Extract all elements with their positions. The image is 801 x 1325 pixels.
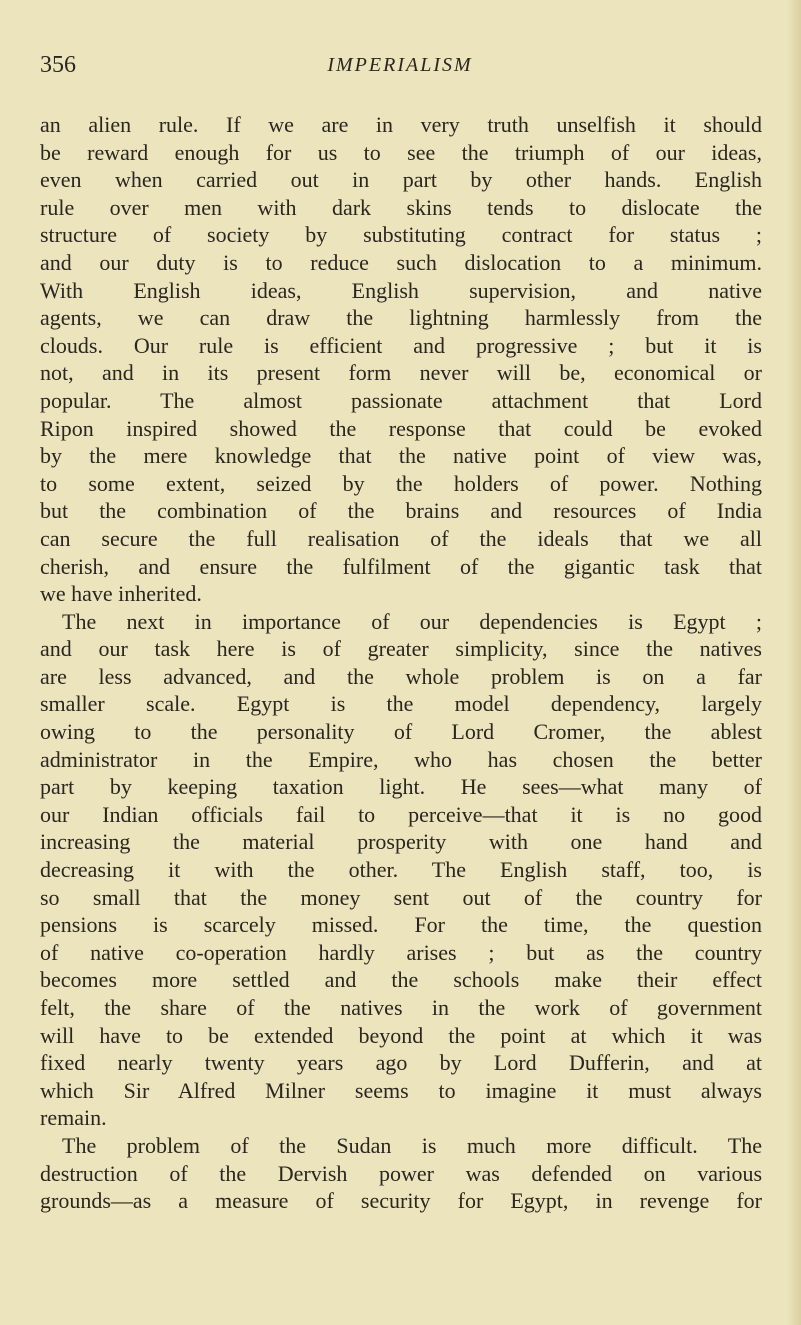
text-line: remain.	[40, 1105, 107, 1131]
text-line: popular. The almost passionate attachment that Lord	[40, 387, 762, 413]
text-line: The next in importance of our dependencies is Egypt ;	[62, 608, 762, 634]
text-line: The problem of the Sudan is much more difficult. The	[62, 1132, 762, 1158]
text-line: smaller scale. Egypt is the model dependency, largely	[40, 691, 762, 717]
text-line: becomes more settled and the schools make their effect	[40, 967, 762, 993]
text-line: grounds—as a measure of security for Egypt, in revenge for	[40, 1188, 762, 1214]
text-line: structure of society by substituting contract for status ;	[40, 222, 762, 248]
text-line: by the mere knowledge that the native point of view was,	[40, 443, 762, 469]
text-line: and our task here is of greater simplicity, since the natives	[40, 636, 762, 662]
text-line: agents, we can draw the lightning harmlessly from the	[40, 305, 762, 331]
text-line: an alien rule. If we are in very truth unselfish it should	[40, 112, 762, 137]
text-line: but the combination of the brains and resources of India	[40, 498, 762, 524]
page-edge-shadow	[787, 0, 801, 1325]
text-line: felt, the share of the natives in the work of government	[40, 995, 762, 1020]
text-line: not, and in its present form never will be, economical or	[40, 360, 762, 386]
running-title: IMPERIALISM	[327, 54, 473, 76]
text-line: even when carried out in part by other hands. English	[40, 167, 762, 193]
text-line: part by keeping taxation light. He sees—what many of	[40, 774, 762, 800]
text-line: clouds. Our rule is efficient and progressive ; but it is	[40, 332, 762, 358]
text-line: which Sir Alfred Milner seems to imagine it must always	[40, 1077, 762, 1103]
text-line: can secure the full realisation of the ideals that we all	[40, 525, 762, 551]
text-line: With English ideas, English supervision, and native	[40, 277, 762, 303]
text-line: destruction of the Dervish power was defended on various	[40, 1160, 762, 1186]
text-line: administrator in the Empire, who has chosen the better	[40, 746, 762, 772]
text-line: owing to the personality of Lord Cromer, the ablest	[40, 719, 762, 745]
text-line: cherish, and ensure the fulfilment of the gigantic task that	[40, 553, 762, 579]
text-line: fixed nearly twenty years ago by Lord Dufferin, and at	[40, 1050, 762, 1076]
text-line: increasing the material prosperity with one hand and	[40, 829, 762, 855]
body-text	[40, 111, 762, 1215]
page-header	[40, 52, 760, 92]
text-line: pensions is scarcely missed. For the time, the question	[40, 912, 762, 938]
text-line: our Indian officials fail to perceive—that it is no good	[40, 801, 762, 827]
page-number: 356	[40, 52, 76, 78]
text-line: decreasing it with the other. The English staff, too, is	[40, 857, 762, 883]
text-line: rule over men with dark skins tends to dislocate the	[40, 194, 762, 220]
text-line: and our duty is to reduce such dislocation to a minimum.	[40, 249, 762, 275]
text-line: so small that the money sent out of the country for	[40, 884, 762, 910]
text-line: Ripon inspired showed the response that could be evoked	[40, 415, 762, 441]
text-line: of native co-operation hardly arises ; but as the country	[40, 939, 762, 965]
text-line: be reward enough for us to see the triumph of our ideas,	[40, 139, 762, 165]
text-line: to some extent, seized by the holders of power. Nothing	[40, 470, 762, 496]
text-line: will have to be extended beyond the point at which it was	[40, 1022, 762, 1048]
text-line: we have inherited.	[40, 581, 202, 607]
text-line: are less advanced, and the whole problem is on a far	[40, 663, 762, 689]
